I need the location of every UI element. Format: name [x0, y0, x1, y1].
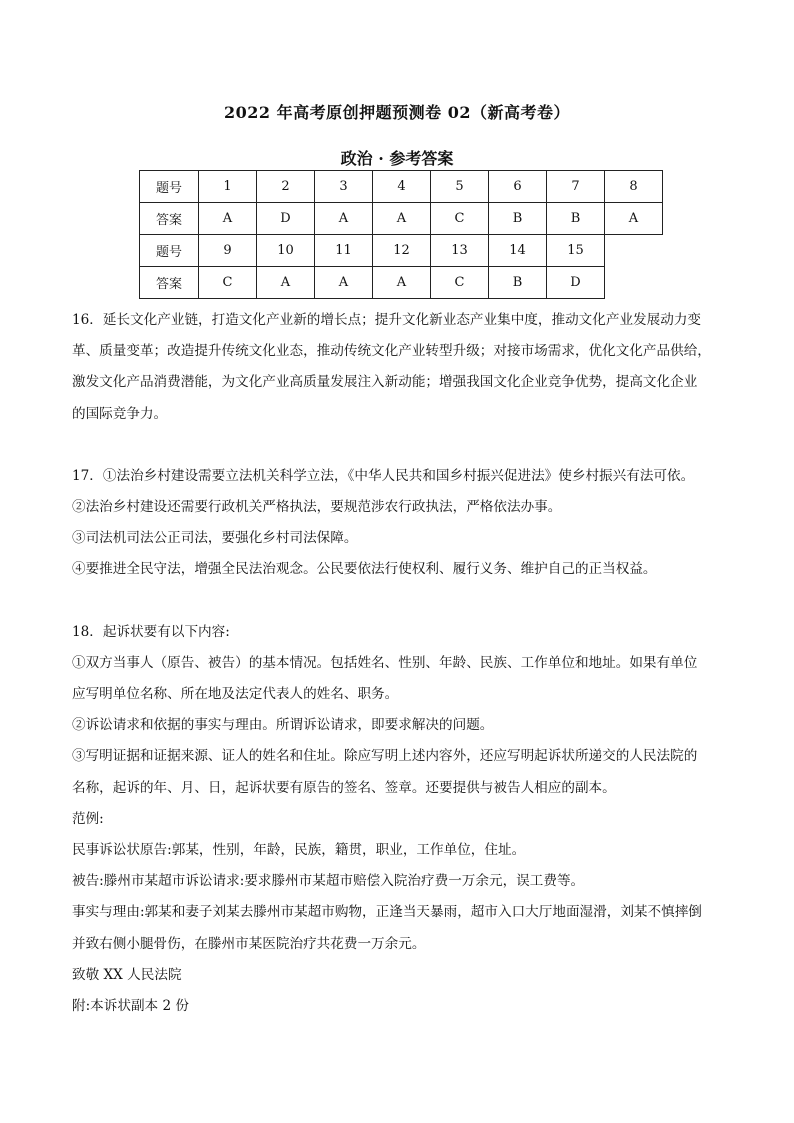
table-cell: A	[373, 267, 431, 299]
table-cell: C	[199, 267, 257, 299]
row-label: 题号	[140, 171, 199, 203]
empty-cell	[605, 267, 663, 299]
table-cell: B	[489, 203, 547, 235]
spacer	[72, 430, 724, 461]
table-cell: A	[199, 203, 257, 235]
table-cell: 15	[547, 235, 605, 267]
answer-body	[72, 305, 724, 1022]
table-cell: 10	[257, 235, 315, 267]
answer-line: ①双方当事人（原告、被告）的基本情况。包括姓名、性别、年龄、民族、工作单位和地址。如果有单位	[72, 654, 698, 671]
answer-line: ②法治乡村建设还需要行政机关严格执法，要规范涉农行政执法，严格依法办事。	[72, 499, 562, 516]
answer-16	[72, 305, 724, 430]
answer-line: 范例:	[72, 810, 104, 827]
table-cell: D	[547, 267, 605, 299]
answer-line: ③写明证据和证据来源、证人的姓名和住址。除应写明上述内容外，还应写明起诉状所递交的人民法院的	[72, 748, 698, 765]
answer-line: 激发文化产品消费潜能，为文化产业高质量发展注入新动能；增强我国文化企业竞争优势，提高文化企业	[72, 374, 698, 391]
table-cell: 4	[373, 171, 431, 203]
answer-17	[72, 461, 724, 586]
table-cell: 3	[315, 171, 373, 203]
table-cell: 2	[257, 171, 315, 203]
answer-line: ③司法机司法公正司法，要强化乡村司法保障。	[72, 530, 358, 547]
page-title: 2022 年高考原创押题预测卷 02（新高考卷）	[224, 103, 570, 122]
table-row	[140, 203, 663, 235]
row-label: 答案	[140, 267, 199, 299]
table-cell: A	[315, 203, 373, 235]
answer-line: 17．①法治乡村建设需要立法机关科学立法，《中华人民共和国乡村振兴促进法》使乡村振兴有法可依。	[72, 467, 695, 484]
answer-line: ④要推进全民守法，增强全民法治观念。公民要依法行使权利、履行义务、维护自己的正当权益。	[72, 561, 657, 578]
page-subtitle: 政治 · 参考答案	[340, 149, 454, 168]
answer-line: 民事诉讼状原告:郭某，性别，年龄，民族，籍贯，职业，工作单位，住址。	[72, 842, 526, 859]
table-cell: C	[431, 267, 489, 299]
table-cell: A	[315, 267, 373, 299]
answer-table	[139, 170, 663, 299]
answer-line: 18．起诉状要有以下内容:	[72, 623, 230, 640]
table-row	[140, 267, 663, 299]
table-cell: D	[257, 203, 315, 235]
table-cell: 14	[489, 235, 547, 267]
answer-line: 革、质量变革；改造提升传统文化业态，推动传统文化产业转型升级；对接市场需求，优化文化产品供给，	[72, 343, 711, 360]
row-label: 答案	[140, 203, 199, 235]
table-cell: B	[547, 203, 605, 235]
table-cell: A	[257, 267, 315, 299]
table-cell: 5	[431, 171, 489, 203]
table-row	[140, 235, 663, 267]
table-cell: B	[489, 267, 547, 299]
table-row	[140, 171, 663, 203]
row-label: 题号	[140, 235, 199, 267]
table-cell: 6	[489, 171, 547, 203]
answer-line: 并致右侧小腿骨伤，在滕州市某医院治疗共花费一万余元。	[72, 935, 426, 952]
answer-line: 被告:滕州市某超市诉讼请求:要求滕州市某超市赔偿入院治疗费一万余元，误工费等。	[72, 873, 585, 890]
answer-line: ②诉讼请求和依据的事实与理由。所谓诉讼请求，即要求解决的问题。	[72, 717, 494, 734]
answer-line: 16．延长文化产业链，打造文化产业新的增长点；提升文化新业态产业集中度，推动文化产业发展动力变	[72, 312, 702, 328]
table-cell: 11	[315, 235, 373, 267]
answer-line: 致敬 XX 人民法院	[72, 966, 182, 983]
empty-cell	[605, 235, 663, 267]
answer-line: 附:本诉状副本 2 份	[72, 998, 190, 1015]
table-cell: C	[431, 203, 489, 235]
spacer	[72, 586, 724, 617]
table-cell: 8	[605, 171, 663, 203]
answer-line: 应写明单位名称、所在地及法定代表人的姓名、职务。	[72, 686, 399, 703]
answer-line: 事实与理由:郭某和妻子刘某去滕州市某超市购物，正逢当天暴雨，超市入口大厅地面湿滑，刘某不慎摔倒	[72, 904, 702, 921]
table-cell: 1	[199, 171, 257, 203]
table-cell: A	[373, 203, 431, 235]
table-cell: 13	[431, 235, 489, 267]
answer-line: 的国际竞争力。	[72, 405, 168, 422]
table-cell: A	[605, 203, 663, 235]
answer-18	[72, 617, 724, 1023]
table-cell: 7	[547, 171, 605, 203]
table-cell: 9	[199, 235, 257, 267]
answer-line: 名称，起诉的年、月、日，起诉状要有原告的签名、签章。还要提供与被告人相应的副本。	[72, 779, 616, 796]
table-cell: 12	[373, 235, 431, 267]
